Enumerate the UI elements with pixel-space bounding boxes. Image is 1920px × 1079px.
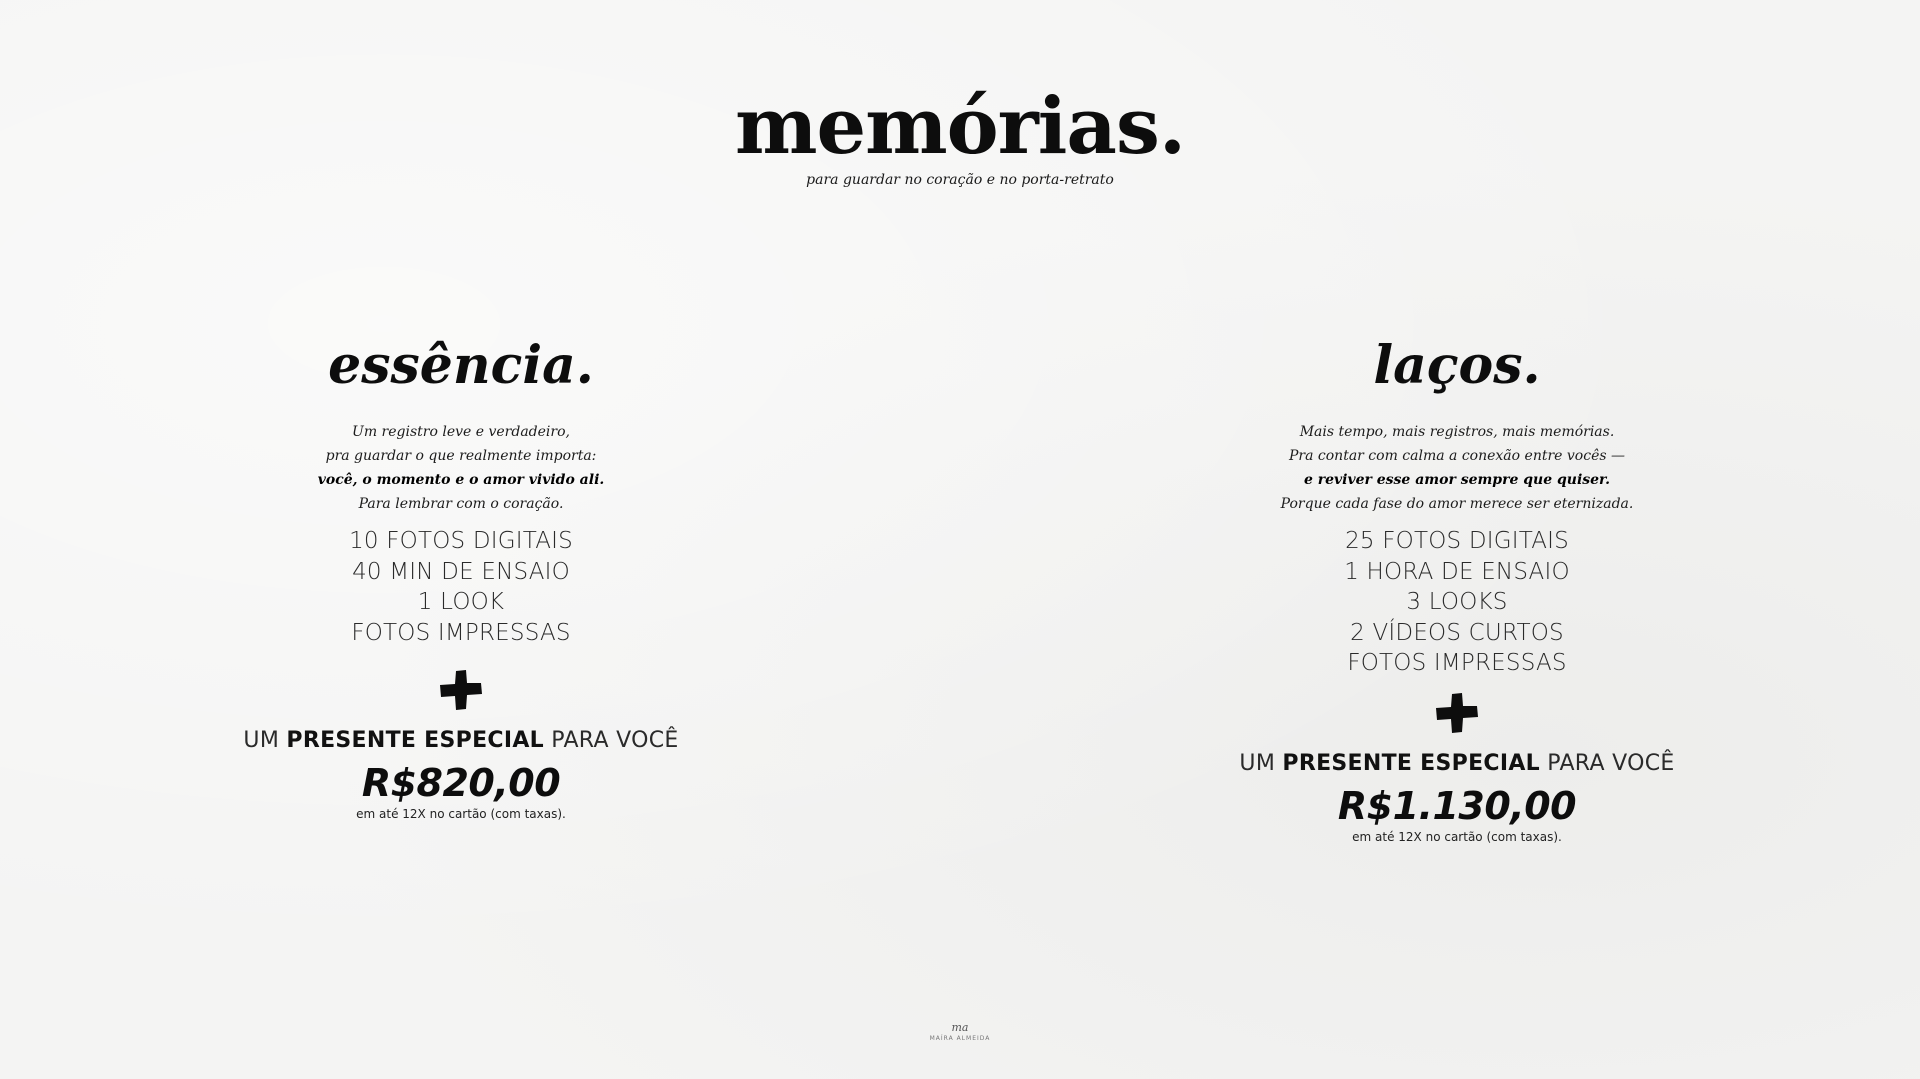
package-price: R$1.130,00 [1337, 783, 1577, 828]
description-line-emphasis: você, o momento e o amor vivido ali. [317, 472, 605, 488]
installment-note: em até 12X no cartão (com taxas). [1352, 829, 1562, 844]
package-price: R$820,00 [361, 761, 561, 805]
package-essencia [111, 335, 811, 821]
description-line-emphasis: e reviver esse amor sempre que quiser. [1303, 472, 1611, 488]
description-line: Um registro leve e verdadeiro, [352, 424, 570, 440]
logo-mark: ma [951, 1021, 969, 1034]
brand-logo [910, 1022, 1010, 1042]
feature-item: FOTOS IMPRESSAS [1347, 650, 1567, 676]
logo-name: MAÍRA ALMEIDA [929, 1035, 991, 1042]
package-description [111, 420, 811, 516]
feature-item: 1 LOOK [417, 589, 505, 615]
gift-highlight: PRESENTE ESPECIAL [286, 728, 544, 753]
gift-suffix: PARA VOCÊ [551, 728, 679, 753]
gift-prefix: UM [243, 728, 280, 753]
gift-line [1107, 751, 1807, 776]
feature-list [111, 526, 811, 648]
feature-item: FOTOS IMPRESSAS [351, 619, 571, 646]
installment-note: em até 12X no cartão (com taxas). [356, 807, 566, 821]
package-title: essência. [328, 335, 594, 396]
gift-suffix: PARA VOCÊ [1547, 750, 1675, 776]
description-line: Para lembrar com o coração. [358, 496, 564, 512]
gift-prefix: UM [1239, 750, 1276, 776]
description-line: Porque cada fase do amor merece ser eternizada. [1280, 496, 1634, 512]
gift-line [111, 728, 811, 753]
description-line: Mais tempo, mais registros, mais memórias. [1299, 424, 1615, 440]
page-title: memórias. [734, 81, 1186, 172]
page-header [0, 81, 1920, 188]
description-line: pra guardar o que realmente importa: [325, 448, 597, 464]
feature-item: 10 FOTOS DIGITAIS [349, 528, 573, 554]
package-lacos [1107, 335, 1807, 844]
package-title: laços. [1373, 335, 1541, 396]
feature-list [1107, 526, 1807, 679]
feature-item: 1 HORA DE ENSAIO [1344, 558, 1570, 585]
page-tagline: para guardar no coração e no porta-retrato [806, 172, 1114, 188]
plus-icon [1107, 689, 1807, 737]
gift-highlight: PRESENTE ESPECIAL [1282, 750, 1540, 776]
feature-item: 40 MIN DE ENSAIO [352, 558, 570, 585]
plus-icon [111, 666, 811, 714]
feature-item: 2 VÍDEOS CURTOS [1350, 619, 1564, 646]
feature-item: 3 LOOKS [1406, 589, 1508, 615]
description-line: Pra contar com calma a conexão entre vocês — [1289, 448, 1625, 464]
package-description [1107, 420, 1807, 516]
feature-item: 25 FOTOS DIGITAIS [1345, 528, 1569, 554]
